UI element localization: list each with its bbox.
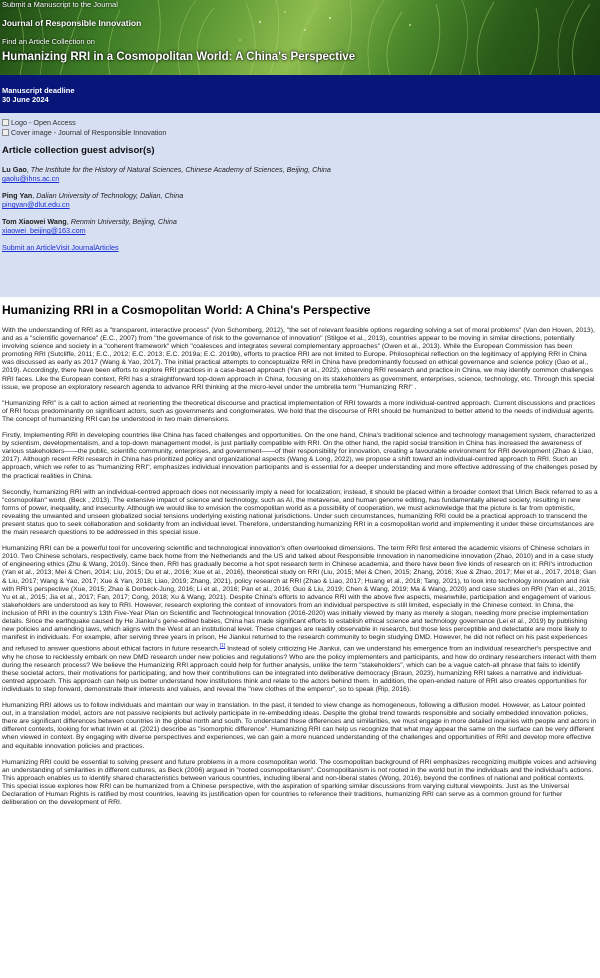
advisors-heading: Article collection guest advisor(s)	[2, 145, 155, 156]
advisor-name: Ping Yan	[2, 191, 33, 200]
footnote-link[interactable]: [1]	[219, 643, 226, 650]
article-paragraph: With the understanding of RRI as a "transparent, interactive process" (Von Schomberg, 2012), "the set of relevant feasible options regarding solving a set of moral problems" (Van den Hoven, 2013), and as a "scientific governance" (E.C., 2007) from "the governance of risk to the governance of innovation" (Stilgoe et al., 2013), countries appear to be moving in similar directions, potentially involving science and society in a "coherent framework" which "coalesces and integrates several complementary approaches" (Owen et al., 2013). While the European Commission has been promoting RRI (Sutcliffe, 2011; E.C., 2012; E.C. 2013; E.C. 2019a; E.C. 2019b), efforts to practice RRI are not limited to Europe. Philosophical reflection on the legitimacy of applying RRI in China was discussed as early as 2017 (Wang & Yao, 2017). The initial practical attempts to conceptualize RRI in China have predominantly focused on ethical governance and science policy (Gao et al., 2019). Accordingly, there have been efforts to explore RRI practices in a case-based approach (Yan et al., 2022). observing RRI research and practice in China, we may identify common challenges RRI faces. Like the European context, RRI has a straightforward top-down approach in China, focusing on its stakeholders as government, enterprises, science, technology, etc. Through this special issue, we propose an exploratory research agenda to advance RRI thinking at the micro-level under the umbrella term "Humanizing RRI" .	[2, 327, 595, 391]
advisor-name: Tom Xiaowei Wang	[2, 217, 67, 226]
deadline-label: Manuscript deadline	[2, 86, 75, 95]
advisor-entry: Ping Yan, Dalian University of Technology, Dalian, China pingyan@dlut.edu.cn	[2, 191, 184, 209]
articles-link[interactable]: Articles	[94, 243, 119, 252]
advisor-name: Lu Gao	[2, 165, 27, 174]
find-collection-link[interactable]: Find an Article Collection on	[2, 37, 95, 46]
article-paragraph: "Humanizing RRI" is a call to action aimed at reorienting the theoretical discourse and practical implementation of RRI towards a more individual-centred approach. Current discussions and practices of RRI focus predominantly on significant actors, such as governments and conglomerates. We hold that the discourse of RRI should be humanized to better attend to the needs of individual agents. The concept of humanizing RRI can be understood in two main dimensions.	[2, 399, 596, 423]
article-paragraph: Firstly, Implementing RRI in developing countries like China has faced challenges and opportunities. On the one hand, China's traditional science and technology management system, characterized by scientism, developmentalism, and a top-down management model, is just partially compatible with RRI. On the other hand, the rapid social transition in China has increased the awareness of various stakeholders——the public, scientific community, enterprises, and government——of their responsibility for innovation, creating a favourable environment for RRI development (Zhao & Liao, 2017). Although recent RRI research in China has prioritized policy and organizational aspects (Wang & Long, 2022), we propose a shift toward an individual-centred approach to RRI. Such an approach, which we refer to as "humanizing RRI", emphasizes individual innovation participants and is essential for a deeper understanding and more effective addressing of the challenges posed by the practical realities in China.	[2, 432, 598, 480]
article-title: Humanizing RRI in a Cosmopolitan World: A China's Perspective	[2, 303, 371, 317]
article-paragraph: Humanizing RRI could be essential to solving present and future problems in a more cosmopolitan world. The cosmopolitan background of RRI emphasizes recognizing multiple voices and achieving an understanding of similarities in different cultures, as Beck (2006) argued in "rooted cosmopolitanism". Cosmopolitanism is not rooted in the world but in the individuals and the individual's actions. This approach enables us to identify shared characteristics between various countries, including liberal and non-liberal states (Wong, 2016), beyond the confines of national and political contexts. This special issue explores how RRI can be humanized from a Chinese perspective, with the aspiration of sparking similar discussions from varying cultural viewpoints. Just as the Universal Declaration of Human Rights is ratified by most countries, leaving its justification open for countries to reference their traditions, humanizing RRI can serve as a common ground for further deliberation on the development of RRI.	[2, 758, 597, 807]
advisor-email-link[interactable]: pingyan@dlut.edu.cn	[2, 200, 70, 209]
page-title: Humanizing RRI in a Cosmopolitan World: A China's Perspective	[2, 51, 356, 63]
deadline-date: 30 June 2024	[2, 95, 49, 104]
article-paragraph-text: Humanizing RRI can be a powerful tool for uncovering scientific and technological innovation's often overlooked dimensions. The term RRI first entered the academic visions of Chinese scholars in 2010. Two Chinese scholars, respectively, came back home from the Netherlands and the US and talked about Responsible Innovation in nanomedicine innovation (Zhao, 2010) and in a case study of engineering ethics (Zhu & Wang, 2010). Since then, RRI has gradually become a hot spot research term in Chinese academia, and there have been five kinds of research on it: RRI's introduction (Yan et al., 2013; Mei & Chen, 2014; Liu, 2015; Du et al., 2016; Xue et al., 2016), theoretical study on RRI (Liu, 2015; Mei & Chen, 2015; Zhang, 2016; Xue & Zhao, 2017; Mei et al., 2017, 2018; Gan & Liu, 2017; Wang & Yao, 2017; Xue & Yan, 2018; Liao, 2019; Zhang, 2021), policy research at RRI (Zhao & Liao, 2017; Huang et al., 2018; Tang, 2021), to look into technology innovation and risk with RRI's perspective (Xue, 2015; Zhao & Dorbeck-Jung, 2016; Li et al., 2016; Pan et al., 2016; Guo & Liu, 2019; Chen & Wang, 2019; Ma & Wang, 2020) and case studies on RRI (Yan et al., 2015; Yu et al., 2015; Jia et al., 2017; Fan, 2017; Cong, 2018; Xu & Wang, 2021). Despite China's efforts to advance RRI with the above five aspects, meanwhile, participation and engagement of various stakeholders are understood as key to RRI. However, research exploring the context of innovators from an individual perspective is still limited, especially in the Chinese context. In China, the inclusion of RRI in the country's 13th Five-Year Plan on Scientific and Technological Innovation (2016-2020) was initially viewed by many as merely a slogan, needing more precise implementation details. Since the earthquake caused by He Jiankui's gene-edited babies, China has made significant efforts to establish ethical science and technology governance (Lei et al., 2019) by publishing new policies and amending laws, which aligns with the West at an institutional level. These changes are readily observable in research, but those less perceptible and detectable are more likely to manifest in individuals. For example, after serving three years in prison, He Jiankui returned to the research community to begin studying DMD. However, he did not reflect on his past experiences and refused to answer questions about ethical factors in future research.	[2, 545, 596, 653]
submit-manuscript-link[interactable]: Submit a Manuscript to the Journal	[2, 0, 118, 9]
advisor-entry: Lu Gao, The Institute for the History of Natural Sciences, Chinese Academy of Sciences, Beijing, China gaolu@ihns.ac.cn	[2, 165, 331, 183]
cover-image	[2, 127, 598, 137]
open-access-logo	[2, 117, 598, 127]
article-body	[0, 297, 600, 807]
collection-info-panel	[0, 113, 600, 297]
cover-image-alt: Cover image - Journal of Responsible Innovation	[11, 127, 167, 137]
panel-links	[2, 243, 598, 252]
broken-image-icon	[2, 119, 9, 126]
deadline-bar	[0, 75, 600, 113]
advisor-email-link[interactable]: xiaowei_beijing@163.com	[2, 226, 86, 235]
submit-article-link[interactable]: Submit an Article	[2, 243, 56, 252]
visit-journal-link[interactable]: Visit Journal	[55, 243, 95, 252]
article-paragraph: Secondly, humanizing RRI with an individual-centred approach does not necessarily imply a need for localization; instead, it should be placed within a broader context that Ulrich Beck referred to as a "cosmopolitan" world. (Beck , 2013). The extensive impact of science and technology, such as AI, the metaverse, and human genome editing, has fundamentally altered society, resulting in new forms of power, inequality, and insecurity. Although we would like to envision the cosmopolitan world as a possibility of cooperation, we must acknowledge that the picture is far from optimistic, revealing the unwanted and unseen globalized social tensions underlying existing national jurisdictions. Under such circumstances, humanizing RRI could be a practical approach to transcend the present status quo to seek collaboration and solidarity from an individual level. Therefore, understanding humanizing RRI in a cosmopolitan world and implementing it under these circumstances are the main research questions to be addressed in this special issue.	[2, 488, 598, 537]
advisor-affiliation: Dalian University of Technology, Dalian, China	[36, 191, 184, 200]
broken-image-icon	[2, 129, 9, 136]
open-access-logo-alt: Logo - Open Access	[11, 117, 76, 127]
article-paragraph-with-footnote	[2, 545, 598, 694]
article-paragraph-text: Instead of solely criticizing He Jiankui, can we understand his emergence from an individual researcher's perspective and why he chose to recklessly embark on new DMD research under new policies and regulations? Who are the policy implementers and participants, and how do ordinary researchers interact with them during the research process? We believe the Humanizing RRI approach could help for further analysis, unlike the term "stakeholders", which can be a vague catch-all phrase that fails to identify these societal actors, their motivations for participating, and how their contributions can be integrated into deliberative democracy (Braun, 2023), humanizing RRI takes a narrative and individual-centred approach. This approach can help us better understand how institutions think and relate to the actors behind them. In addition, the open-ended nature of RRI also creates opportunities for individuals to step forward, demonstrate their interests and values, and reveal the "new clothes of the emperor", so to speak (Rip, 2016).	[2, 645, 597, 694]
advisor-affiliation: Renmin University, Beijing, China	[70, 217, 177, 226]
advisor-entry: Tom Xiaowei Wang, Renmin University, Beijing, China xiaowei_beijing@163.com	[2, 217, 177, 235]
hero-banner	[0, 0, 600, 75]
journal-name: Journal of Responsible Innovation	[2, 18, 142, 28]
article-paragraph: Humanizing RRI allows us to follow individuals and maintain our way in translation. In the past, it tended to view change as homogeneous, following a diffusion model. However, as Latour pointed out, in a translation model, actors are not passive recipients but actively participate in re-embedding ideas. Despite the global trend towards responsible and socially embedded innovation policies, there are significant differences between countries in the global north and south. To understand these differences and similarities, we must engage in more detailed inquiries with people and actors in different contexts, looking for what Irwin et al. (2021) describe as "isomorphic difference". Humanizing RRI can help us recognize that what may appear the same on the surface can be very different when viewed in context. By engaging with diverse perspectives and experiences, we can gain a more nuanced understanding of the challenges and opportunities of RRI and develop more effective and equitable innovation policies and practices.	[2, 702, 597, 750]
advisor-email-link[interactable]: gaolu@ihns.ac.cn	[2, 174, 60, 183]
advisor-affiliation: The Institute for the History of Natural Sciences, Chinese Academy of Sciences, Beijing, China	[30, 165, 331, 174]
